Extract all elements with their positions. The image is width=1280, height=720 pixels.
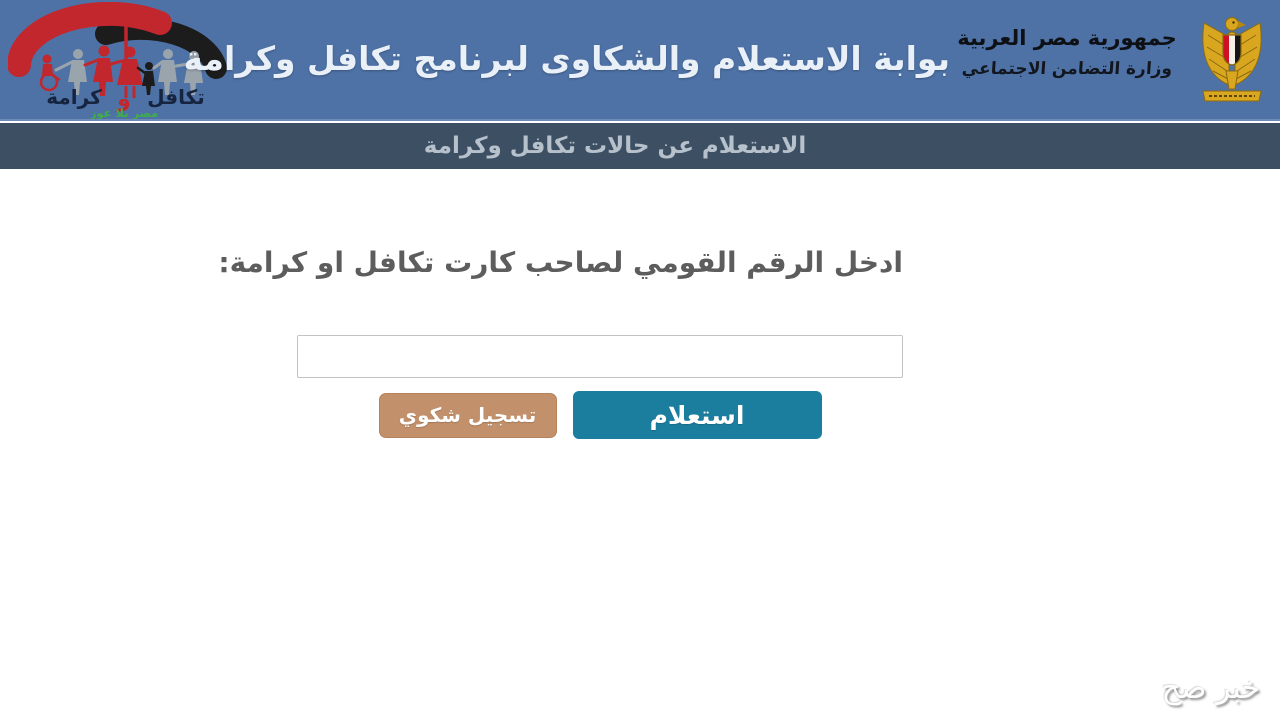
republic-name: جمهورية مصر العربية bbox=[957, 26, 1177, 50]
logo-word-waw: و bbox=[117, 87, 131, 112]
subheader-title: الاستعلام عن حالات تكافل وكرامة bbox=[423, 133, 807, 159]
national-id-input[interactable] bbox=[297, 335, 903, 378]
portal-title: بوابة الاستعلام والشكاوى لبرنامج تكافل وكرامة bbox=[183, 39, 950, 78]
register-complaint-button[interactable]: تسجيل شكوي bbox=[379, 393, 557, 438]
logo-tagline: مصر بلا عوز bbox=[89, 106, 159, 119]
ministry-name: وزارة التضامن الاجتماعي bbox=[961, 59, 1173, 79]
logo-word-karama: كرامة bbox=[46, 85, 102, 109]
watermark-text: خبر صح bbox=[1161, 671, 1260, 706]
logo-word-takaful: تكافل bbox=[147, 85, 205, 109]
national-id-prompt: ادخل الرقم القومي لصاحب كارت تكافل او كرامة: bbox=[218, 246, 903, 279]
inquiry-button[interactable]: استعلام bbox=[573, 391, 822, 439]
button-row bbox=[297, 391, 903, 439]
header-bar bbox=[0, 0, 1280, 121]
egypt-eagle-emblem-wrap bbox=[1199, 13, 1265, 105]
egypt-eagle-emblem-icon bbox=[1199, 13, 1265, 105]
subheader-bar bbox=[0, 123, 1280, 169]
government-identity bbox=[942, 22, 1192, 84]
